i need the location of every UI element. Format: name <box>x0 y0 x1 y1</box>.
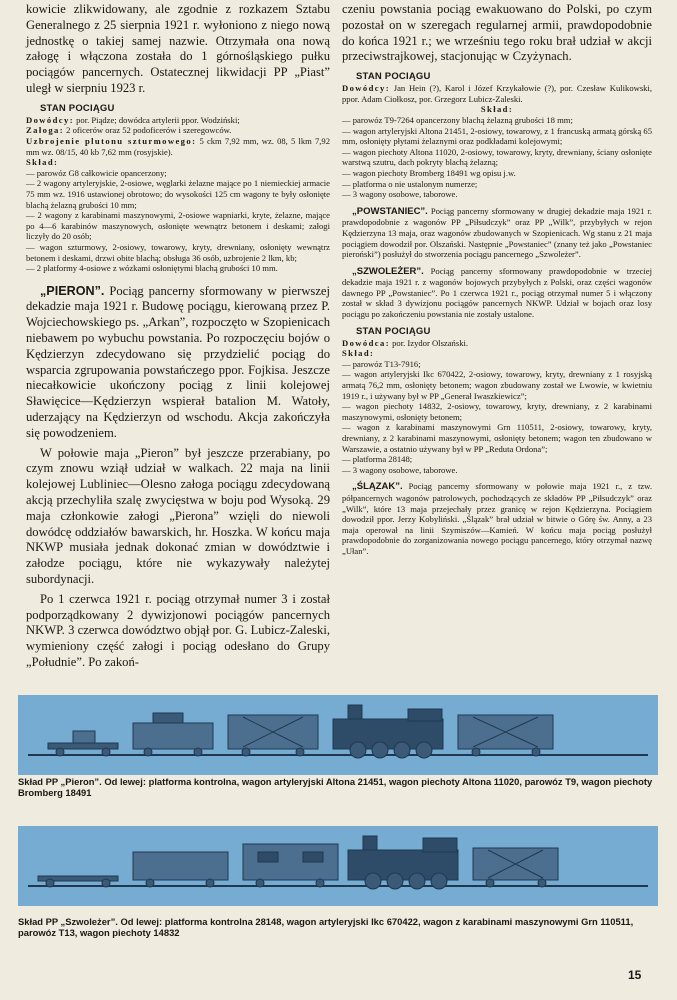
page-number: 15 <box>628 968 642 982</box>
slazak-paragraph: „ŚLĄZAK”. Pociąg pancerny sformowany w połowie maja 1921 r., z tzw. półpancernych wagonów patrolowych, pochodzących ze składów PP „Piłsudczyk” oraz „Wilk”, które 13 maja przejechały przez granicę w rejon Kędzierzyna. Pociągiem dowodził ppor. Jerzy Kobyliński. „Ślązak” brał udział w bitwie o Górę św. Anny, a 23 maja operował na linii Szymiszów—Kamień. W końcu maja pociąg posłużył prawdopodobnie do zorganizowania nowego pociągu pancernego, który otrzymał nazwę „Ułan”. <box>342 481 652 556</box>
right-sklad2-item: — wagon artyleryjski Ikc 670422, 2-osiowy, towarowy, kryty, drewniany z 1 rosyjską armatą 76,2 mm, osłonięty betonem; wagon zbudowany został we Lwowie, w kwietniu 1919 r., i używany był w PP „Generał Iwaszkiewicz”; <box>342 369 652 401</box>
pieron-paragraph-2: W połowie maja „Pieron” był jeszcze przerabiany, po czym znowu wziął udział w walkach. 22 maja na linii kolejowej Lubliniec—Olesno załoga pociągu zdecydowaną akcją przechyliła szalę zwycięstwa w boju pod Wysoką. 29 maja członkowie załogi „Pierona” wzięli do niewoli dowódcę oddziałów bawarskich, hr. Hoszka. W końcu maja NKWP musiała jednak dokonać zmian w dowództwie i załodze pociągu, które nie wykazywały należytej subordynacji. <box>26 445 330 587</box>
right-sklad-item: — wagon piechoty Bromberg 18491 wg opisu j.w. <box>342 167 516 178</box>
left-dowodcy: Dowódcy: por. Piądze; dowódca artylerii ppor. Wodziński; <box>26 114 240 125</box>
left-sklad-item: — 2 wagony artyleryjskie, 2-osiowe, węglarki żelazne mające po 1 niemieckiej armacie 75 mm wz. 1916 ustawionej obrotowo; do wysokości 125 cm wagony te były osłonięte blachą żelazną grubości 10 mm; <box>26 178 330 210</box>
right-column <box>342 2 652 557</box>
artillery-wagon-shape <box>133 723 213 749</box>
left-sklad-item: — parowóz G8 całkowicie opancerzony; <box>26 167 167 178</box>
left-zaloga: Załoga: 2 oficerów oraz 52 podoficerów i szeregowców. <box>26 125 232 136</box>
left-sklad-item: — wagon szturmowy, 2-osiowy, towarowy, kryty, drewniany, osłonięty wewnątrz betonem i deskami, drzwi obite blachą; obsługa 36 osób, uzbrojenie 2 lkm, kb; <box>26 241 330 263</box>
left-uzbrojenie: Uzbrojenie plutonu szturmowego: 5 ckm 7,92 mm, wz. 08, 5 lkm 7,92 mm wz. 08/15, 40 kb 7,62 mm (rosyjskie). <box>26 135 330 157</box>
right-sklad-label: Skład: <box>480 104 514 115</box>
pieron-title: „PIERON”. <box>40 283 105 298</box>
right-sklad-item: — parowóz T9-7264 opancerzony blachą żelazną grubości 18 mm; <box>342 114 573 125</box>
right-sklad-item: — platforma o nie ustalonym numerze; <box>342 178 478 189</box>
right-dowodca2: Dowódca: por. Izydor Olszański. <box>342 337 469 348</box>
left-sklad-item: — 2 wagony z karabinami maszynowymi, 2-osiowe wapniarki, kryte, żelazne, mające po 4—6 karabinów maszynowych, osłonięte wewnątrz betonem i deskami; załogi liczyły do 20 osób; <box>26 210 330 242</box>
powstaniec-title: „POWSTANIEC”. <box>352 205 428 217</box>
pieron-paragraph-3: Po 1 czerwca 1921 r. pociąg otrzymał numer 3 i został podporządkowany 2 dywizjonowi pociągów pancernych NKWP. 3 czerwca dowództwo objął por. G. Lubicz-Zaleski, wymieniony część załogi i pociąg odesłano do Grupy „Południe”. Po zakoń- <box>26 591 330 670</box>
right-sklad2-item: — parowóz T13-7916; <box>342 358 421 369</box>
right-sklad2-item: — wagon z karabinami maszynowymi Grn 110511, 2-osiowy, towarowy, kryty, drewniany, z 2 karabinami maszynowymi, osłonięty betonem; wagon ten zbudowano w Warszawie, a ostatnio używany był w PP „Reduta Ordona”; <box>342 422 652 454</box>
pieron-caption: Skład PP „Pieron”. Od lewej: platforma kontrolna, wagon artyleryjski Altona 21451, wagon piechoty Altona 11020, parowóz T9, wagon piechoty Bromberg 18491 <box>18 776 653 799</box>
szwolezer-title: „SZWOLEŻER”. <box>352 265 424 277</box>
right-sklad2-item: — 3 wagony osobowe, taborowe. <box>342 464 458 475</box>
right-sklad-item: — 3 wagony osobowe, taborowe. <box>342 189 458 200</box>
artillery-wagon-shape <box>133 852 228 880</box>
left-sklad-label: Skład: <box>26 157 59 168</box>
right-stan-heading: STAN POCIĄGU <box>356 71 431 83</box>
right-sklad2-label: Skład: <box>342 348 375 359</box>
right-sklad-item: — wagon piechoty Altona 11020, 2-osiowy, towarowy, kryty, drewniany, ściany osłonięte warstwą szutru, dach pokryty blachą żelazną; <box>342 146 652 168</box>
left-intro-paragraph: kowicie zlikwidowany, ale zgodnie z rozkazem Sztabu Generalnego z 25 sierpnia 1921 r. wyłoniono z niego nową jednostkę o takiej samej nazwie. Otrzymała ona nową załogę i włączona została do 1 górnośląskiego pułku pociągów pancernych. Ostatecznej likwidacji PP „Piast” uległ w sierpniu 1923 r. <box>26 2 330 95</box>
right-stan2-heading: STAN POCIĄGU <box>356 325 431 337</box>
powstaniec-paragraph: „POWSTANIEC”. Pociąg pancerny sformowany w drugiej dekadzie maja 1921 r. prawdopodobnie z wagonów PP „Piłsudczyk” oraz PP „Wilk”, przybyłych w rejon Kędzierzyna 13 maja, oraz wagonów zbudowanych w Szopienicach. Wg stanu z 21 maja pociągiem dowodził por. Olszański. Następnie „Powstaniec” (znany też jako „Powstaniec pieroński”) posłużył do stworzenia pociągu pancernego „Szwoleżer”. <box>342 205 652 260</box>
szwolezer-caption: Skład PP „Szwoleżer”. Od lewej: platforma kontrolna 28148, wagon artyleryjski Ikc 670422, wagon z karabinami maszynowymi Grn 110511, parowóz T13, wagon piechoty 14832 <box>18 916 634 939</box>
mg-wagon-shape <box>243 844 338 880</box>
right-intro-paragraph: czeniu powstania pociąg ewakuowano do Polski, po czym pozostał on w szeregach regularnej armii, prawdopodobnie do końca 1921 r.; we wrześniu tego roku brał udział w akcji przeciwstrajkowej, stacjonując w Czyżynach. <box>342 2 652 64</box>
pieron-paragraph-1: „PIERON”. Pociąg pancerny sformowany w pierwszej dekadzie maja 1921 r. Budowę pociągu, kierowaną przez P. Wojciechowskiego ps. „Arkan”, rozpoczęto w Szopienicach niebawem po wybuchu powstania. Po rozpoczęciu bojów o Kędzierzyn zdecydowano się przydzielić pociąg do wsparcia zgrupowania powstańczego ppor. Fojkisa. Jeszcze niecałkowicie ukończony pociąg z linii kolejowej Sławięcice—Kędzierzyn wspierał batalion M. Watoły, uderzający na Kędzierzyn od wschodu. Akcja zakończyła się powodzeniem. <box>26 283 331 440</box>
pieron-train-drawing <box>18 695 658 775</box>
right-sklad-item: — wagon artyleryjski Altona 21451, 2-osiowy, towarowy, z 1 francuską armatą górską 65 mm, osłonięty płytami żelaznymi oraz podkładami kolejowymi; <box>342 125 652 147</box>
szwolezer-train-illustration <box>18 826 658 906</box>
right-sklad2-item: — platforma 28148; <box>342 454 413 465</box>
szwolezer-paragraph: „SZWOLEŻER”. Pociąg pancerny sformowany prawdopodobnie w trzeciej dekadzie maja 1921 r. z wagonów bojowych przybyłych z Polski, oraz części wagonów dawnego PP „Powstaniec”. Po 1 czerwca 1921 r., pociąg otrzymał numer 5 i włączony został w skład 3 dywizjonu pociągów pancernych NKWP. Udział w bojach oraz losy pociągu po zakończeniu powstania nie zostały ustalone. <box>342 265 652 320</box>
szwolezer-train-drawing <box>18 826 658 906</box>
right-sklad2-item: — wagon piechoty 14832, 2-osiowy, towarowy, kryty, drewniany, z 2 karabinami maszynowymi, osłonięty betonem; <box>342 401 652 422</box>
left-stan-heading: STAN POCIĄGU <box>40 102 115 114</box>
left-column <box>26 2 330 671</box>
slazak-title: „ŚLĄZAK”. <box>352 481 403 493</box>
left-sklad-item: — 2 platformy 4-osiowe z wózkami osłoniętymi blachą grubości 10 mm. <box>26 263 278 274</box>
right-dowodcy: Dowódcy: Jan Hein (?), Karol i Józef Krzykałowie (?), por. Czesław Kulikowski, ppor. Adam Ciołkosz, por. Grzegorz Lubicz-Zaleski. <box>342 83 652 104</box>
pieron-train-illustration <box>18 695 658 775</box>
